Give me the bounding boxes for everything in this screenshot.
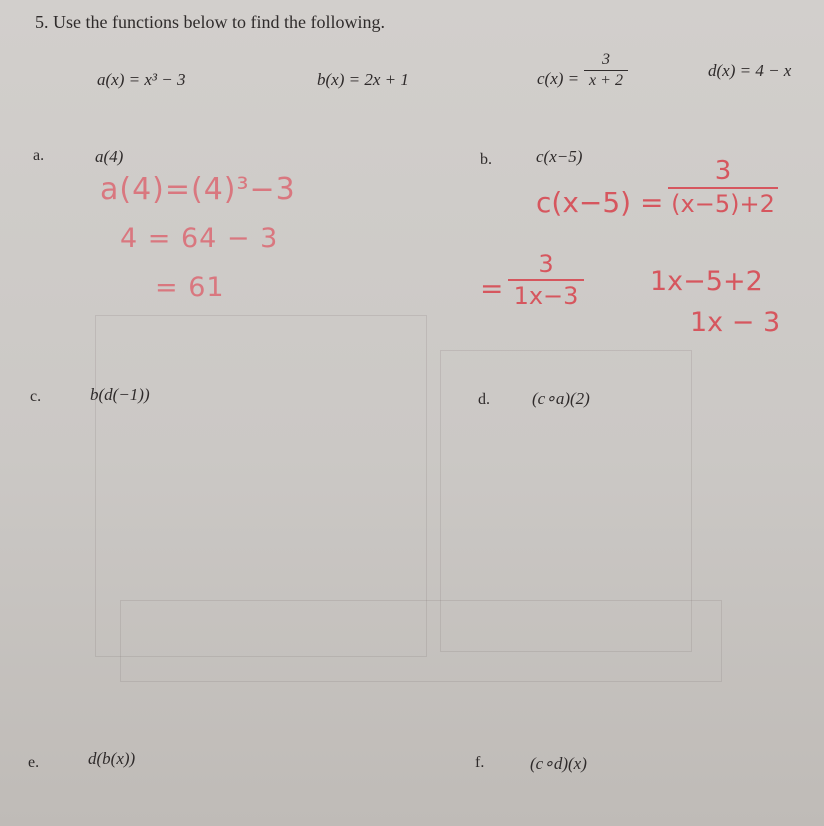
function-c-fraction	[584, 51, 628, 90]
part-f-letter: f.	[475, 754, 485, 771]
part-a-expression: a(4)	[95, 147, 124, 166]
handwritten-a-line2: 4 = 64 − 3	[120, 223, 279, 254]
part-d-expression: (c∘a)(2)	[532, 389, 590, 408]
bleed-through-box	[120, 600, 722, 682]
function-c-denominator: x + 2	[589, 72, 623, 89]
part-c-expression: b(d(−1))	[90, 385, 150, 404]
problem-header	[35, 12, 385, 33]
handwritten-b-result-numerator: 3	[508, 250, 584, 281]
handwritten-b-side-line2: 1x − 3	[690, 307, 781, 338]
part-e-letter: e.	[28, 754, 40, 771]
handwritten-b-result-denominator: 1x−3	[513, 282, 579, 310]
handwritten-b-result-equals: =	[480, 272, 504, 305]
part-d-letter: d.	[478, 391, 490, 408]
handwritten-b-result-fraction	[508, 250, 584, 310]
handwritten-b-fraction	[668, 156, 778, 218]
part-b-letter: b.	[480, 151, 492, 168]
function-a: a(x) = x³ − 3	[97, 70, 186, 89]
function-c-lhs: c(x) =	[537, 69, 580, 88]
handwritten-a-line3: = 61	[155, 272, 225, 303]
function-d: d(x) = 4 − x	[708, 61, 792, 80]
handwritten-b-side-line1: 1x−5+2	[650, 266, 763, 297]
handwritten-b-numerator: 3	[668, 156, 778, 189]
problem-instruction: Use the functions below to find the following.	[53, 12, 385, 32]
handwritten-b-lhs: c(x−5) =	[536, 186, 664, 219]
function-c-numerator: 3	[584, 51, 628, 71]
part-c-letter: c.	[30, 388, 42, 405]
part-e-expression: d(b(x))	[88, 749, 136, 768]
function-b: b(x) = 2x + 1	[317, 70, 409, 89]
handwritten-a-line1: a(4)=(4)³−3	[100, 172, 296, 207]
part-a-letter: a.	[33, 147, 45, 164]
part-f-expression: (c∘d)(x)	[530, 754, 587, 773]
handwritten-b-denominator: (x−5)+2	[671, 190, 775, 218]
problem-number: 5.	[35, 12, 49, 32]
part-b-expression: c(x−5)	[536, 147, 583, 166]
